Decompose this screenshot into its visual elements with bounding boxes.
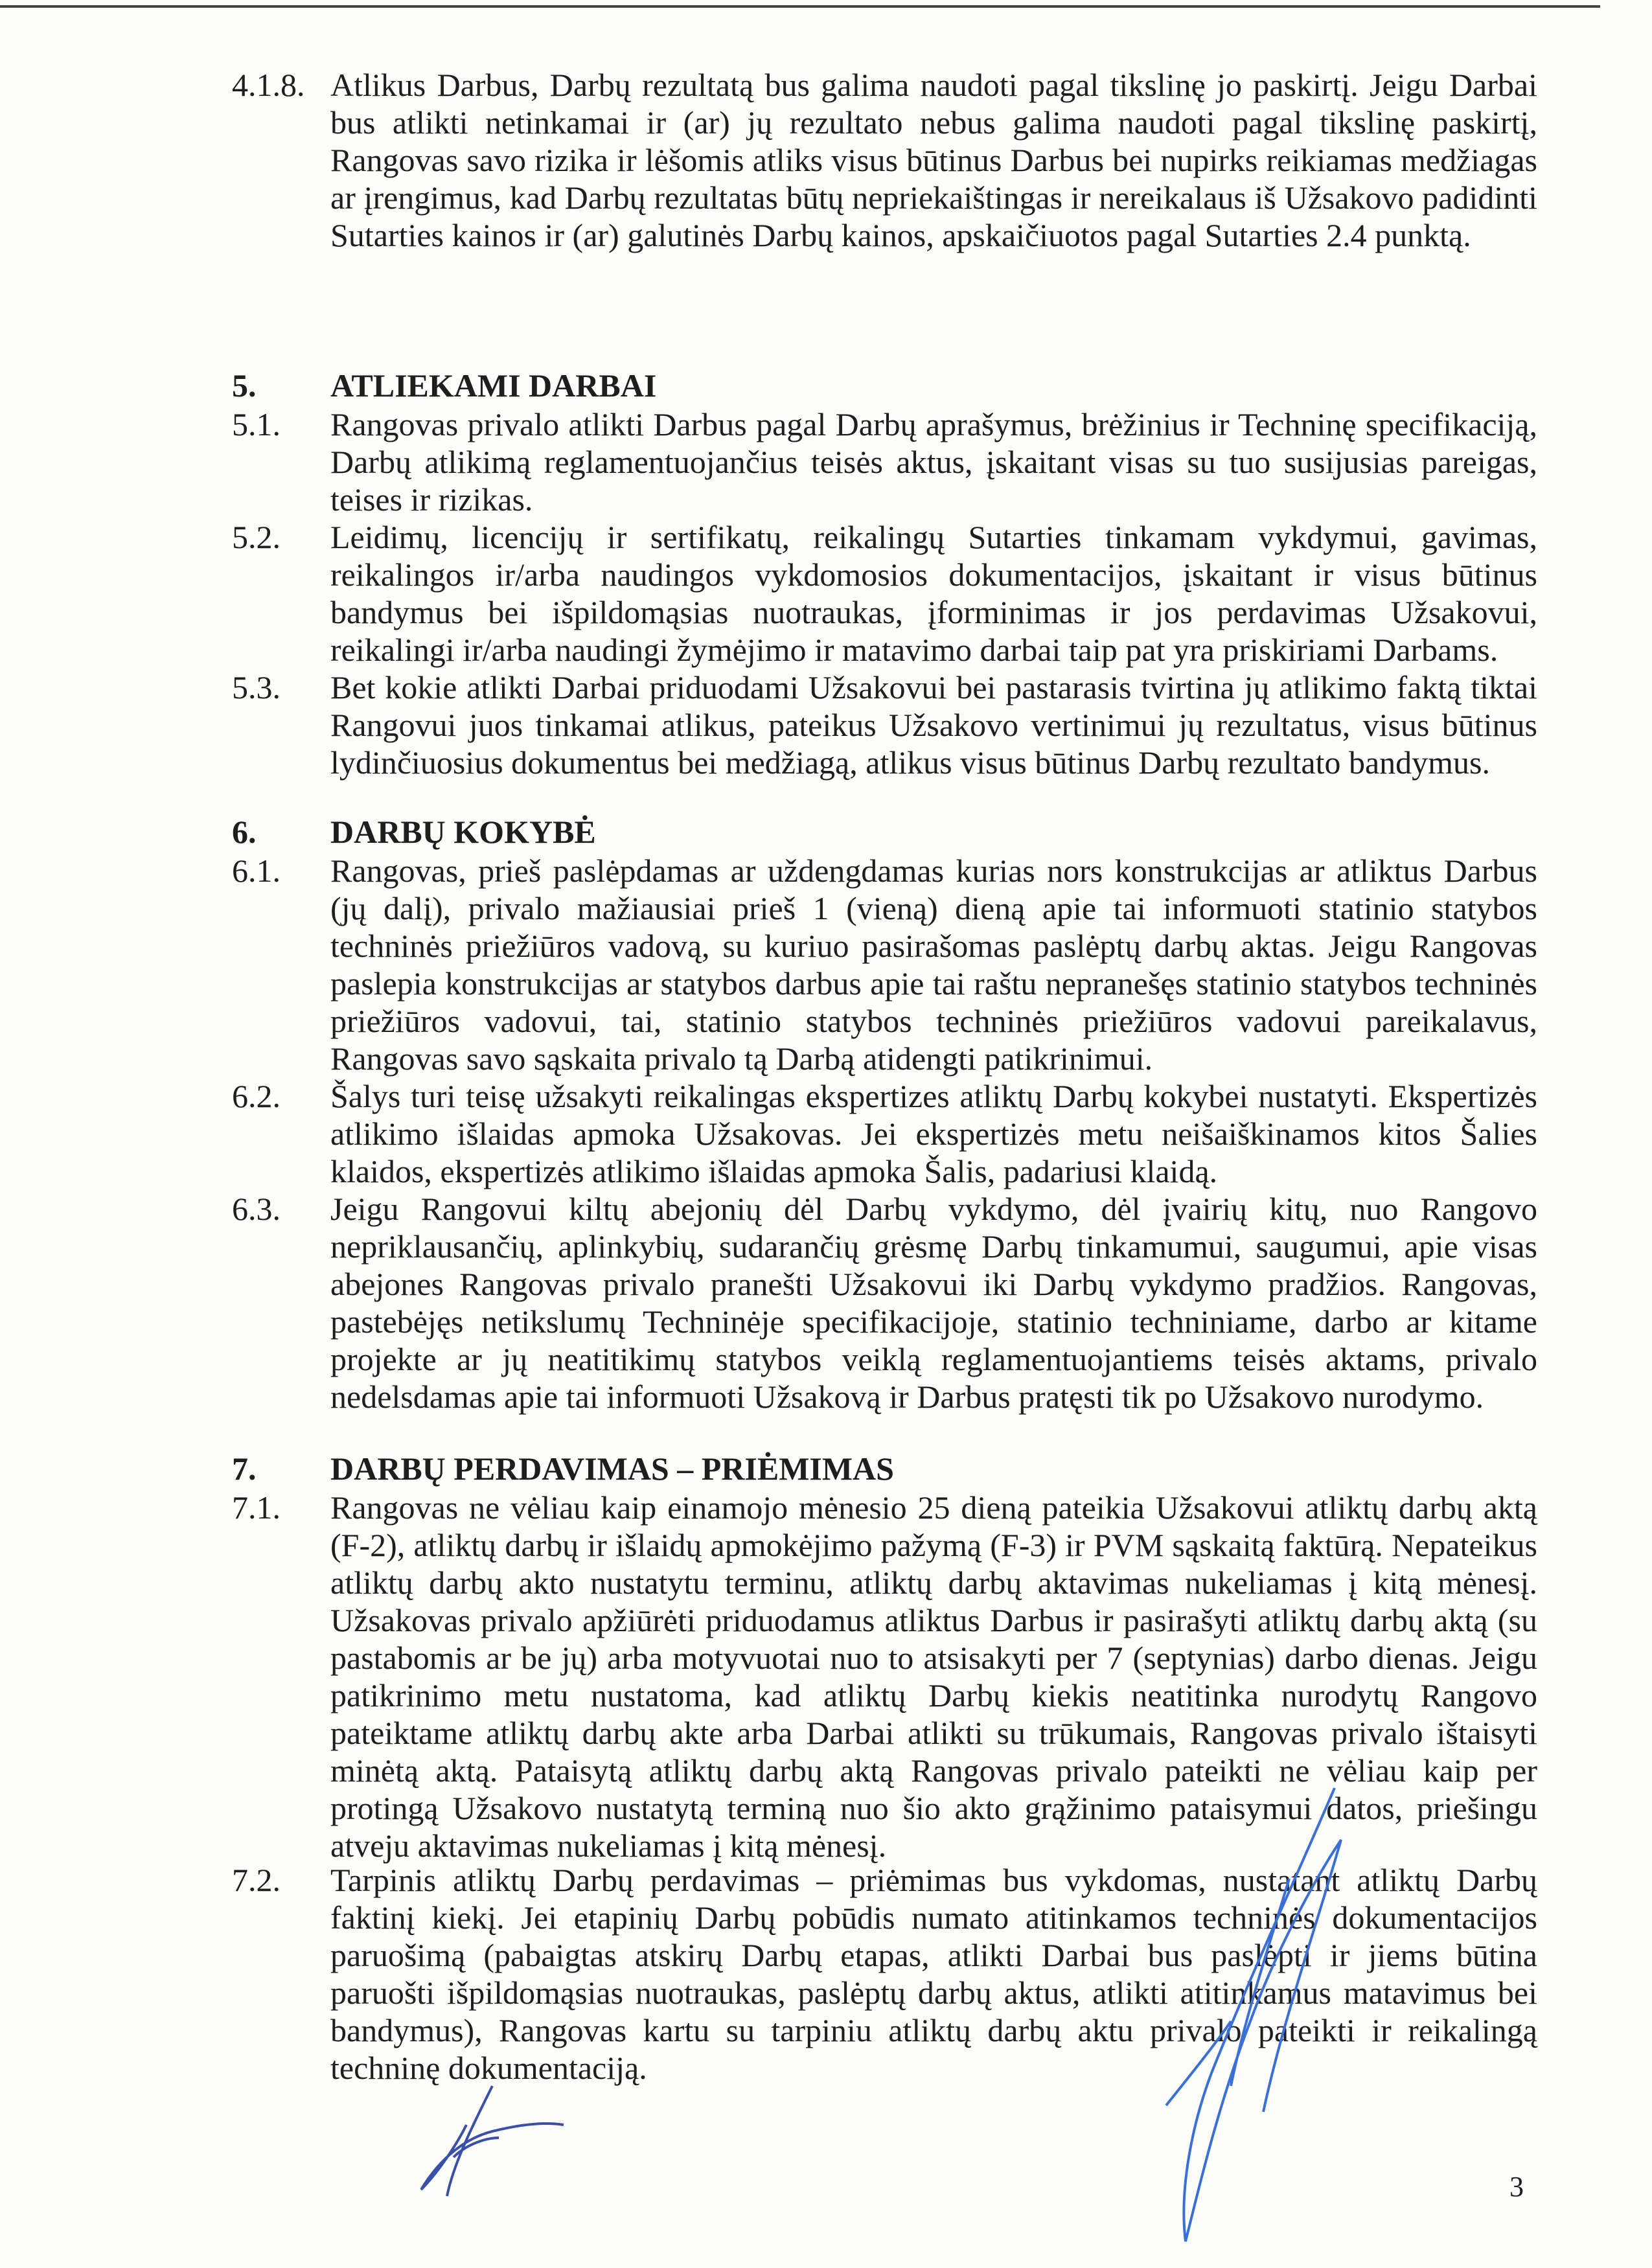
clause-text: Leidimų, licencijų ir sertifikatų, reikalingų Sutarties tinkamam vykdymui, gavimas, reikalingos ir/arba naudingos vykdomosios dokumentacijos, įskaitant ir visus būtinus bandymus bei išpildomąsias nuotraukas, įforminimas ir jos perdavimas Užsakovui, reikalingi ir/arba naudingi žymėjimo ir matavimo darbai taip pat yra priskiriami Darbams. (330, 519, 1537, 668)
clause-number: 6.1. (232, 853, 281, 889)
clause-number: 7.1. (232, 1489, 281, 1526)
clause-number: 4.1.8. (232, 67, 305, 103)
clause-text: Rangovas ne vėliau kaip einamojo mėnesio 25 dieną pateikia Užsakovui atliktų darbų aktą (F-2), atliktų darbų ir išlaidų apmokėjimo pažymą (F-3) ir PVM sąskaitą faktūrą. Nepateikus atliktų darbų akto nustatytu terminu, atliktų darbų aktavimas nukeliamas į kitą mėnesį. Užsakovas privalo apžiūrėti priduodamus atliktus Darbus ir pasirašyti atliktų darbų aktą (su pastabomis ar be jų) arba motyvuotai nuo to atsisakyti per 7 (septynias) darbo dienas. Jeigu patikrinimo metu nustatoma, kad atliktų Darbų kiekis neatitinka nurodytų Rangovo pateiktame atliktų darbų akte arba Darbai atlikti su trūkumais, Rangovas privalo ištaisyti minėtą aktą. Pataisytą atliktų darbų aktą Rangovas privalo pateikti ne vėliau kaip per protingą Užsakovo nustatytą terminą nuo šio akto grąžinimo pataisymui datos, priešingu atveju aktavimas nukeliamas į kitą mėnesį. (330, 1489, 1537, 1864)
clause-number: 5.3. (232, 669, 281, 705)
section-number: 7. (232, 1450, 257, 1487)
clause-number: 5.2. (232, 519, 281, 555)
page-number: 3 (1509, 2171, 1524, 2203)
section-number: 6. (232, 814, 257, 850)
clause-text: Atlikus Darbus, Darbų rezultatą bus galima naudoti pagal tikslinę jo paskirtį. Jeigu Darbai bus atlikti netinkamai ir (ar) jų rezultato nebus galima naudoti pagal tikslinę paskirtį, Rangovas savo rizika ir lėšomis atliks visus būtinus Darbus bei nupirks reikiamas medžiagas ar įrengimus, kad Darbų rezultatas būtų nepriekaištingas ir nereikalaus iš Užsakovo padidinti Sutarties kainos ir (ar) galutinės Darbų kainos, apskaičiuotos pagal Sutarties 2.4 punktą. (330, 67, 1537, 253)
section-number: 5. (232, 367, 257, 404)
initials-signature (421, 2086, 564, 2196)
clause-text: Tarpinis atliktų Darbų perdavimas – priėmimas bus vykdomas, nustatant atliktų Darbų faktinį kiekį. Jei etapinių Darbų pobūdis numato atitinkamos techninės dokumentacijos paruošimą (pabaigtas atskirų Darbų etapas, atlikti Darbai bus paslėpti ir jiems būtina paruošti išpildomąsias nuotraukas, paslėptų darbų aktus, atlikti atitinkamus matavimus bei bandymus), Rangovas kartu su tarpiniu atliktų darbų aktu privalo pateikti ir reikalingą techninę dokumentaciją. (330, 1862, 1537, 2086)
clause-text: Rangovas, prieš paslėpdamas ar uždengdamas kurias nors konstrukcijas ar atliktus Darbus (jų dalį), privalo mažiausiai prieš 1 (vieną) dieną apie tai informuoti statinio statybos techninės priežiūros vadovą, su kuriuo pasirašomas paslėptų darbų aktas. Jeigu Rangovas paslepia konstrukcijas ar statybos darbus apie tai raštu nepranešęs statinio statybos techninės priežiūros vadovui, tai, statinio statybos techninės priežiūros vadovui pareikalavus, Rangovas savo sąskaita privalo tą Darbą atidengti patikrinimui. (330, 853, 1537, 1077)
clause-number: 6.3. (232, 1191, 281, 1227)
clause-text: Bet kokie atlikti Darbai priduodami Užsakovui bei pastarasis tvirtina jų atlikimo faktą tiktai Rangovui juos tinkamai atlikus, pateikus Užsakovo vertinimui jų rezultatus, visus būtinus lydinčiuosius dokumentus bei medžiagą, atlikus visus būtinus Darbų rezultato bandymus. (330, 669, 1537, 781)
clause-number: 5.1. (232, 406, 281, 442)
section-title: ATLIEKAMI DARBAI (330, 367, 657, 404)
section-title: DARBŲ KOKYBĖ (330, 814, 596, 850)
section-title: DARBŲ PERDAVIMAS – PRIĖMIMAS (330, 1450, 894, 1487)
clause-text: Šalys turi teisę užsakyti reikalingas ekspertizes atliktų Darbų kokybei nustatyti. Ekspertizės atlikimo išlaidas apmoka Užsakovas. Jei ekspertizės metu neišaiškinamos kitos Šalies klaidos, ekspertizės atlikimo išlaidas apmoka Šalis, padariusi klaidą. (330, 1078, 1537, 1189)
blue-signature (1166, 1788, 1341, 2241)
clause-number: 6.2. (232, 1078, 281, 1114)
clause-text: Jeigu Rangovui kiltų abejonių dėl Darbų vykdymo, dėl įvairių kitų, nuo Rangovo nepriklausančių, aplinkybių, sudarančių grėsmę Darbų tinkamumui, saugumui, apie visas abejones Rangovas privalo pranešti Užsakovui iki Darbų vykdymo pradžios. Rangovas, pastebėjęs netikslumų Techninėje specifikacijoje, statinio techniniame, darbo ar kitame projekte ar jų neatitikimų statybos veiklą reglamentuojantiems teisės aktams, privalo nedelsdamas apie tai informuoti Užsakovą ir Darbus pratęsti tik po Užsakovo nurodymo. (330, 1191, 1537, 1415)
clause-number: 7.2. (232, 1862, 281, 1898)
clause-text: Rangovas privalo atlikti Darbus pagal Darbų aprašymus, brėžinius ir Techninę specifikaciją, Darbų atlikimą reglamentuojančius teisės aktus, įskaitant visas su tuo susijusias pareigas, teises ir rizikas. (330, 406, 1537, 518)
